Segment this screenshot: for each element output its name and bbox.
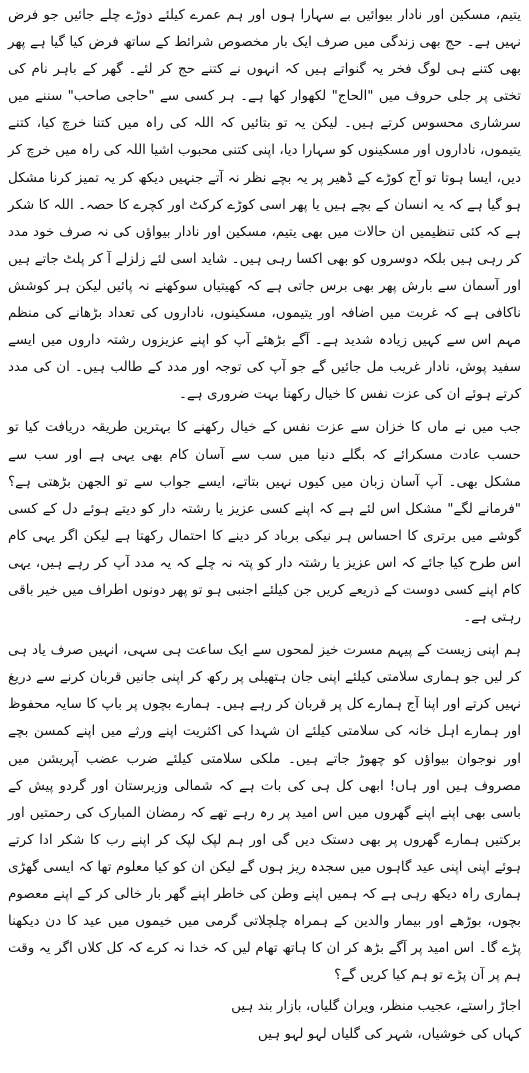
article-paragraph-1: یتیم، مسکین اور نادار بیوائیں بے سہارا ہوں اور ہم عمرے کیلئے دوڑے چلے جائیں جو فرض نہیں ہے۔ حج بھی زندگی میں صرف ایک بار مخصوص شرائط کے ساتھ فرض کیا گیا ہے پھر بھی کتنے ہی لوگ فخر یہ گنواتے ہیں کہ انہوں نے کتنے حج کر لئے۔ گھر کے باہر نام کی تختی پر جلی حروف میں "الحاج" لکھوار کھا ہے۔ ہر کسی سے "حاجی صاحب" سننے میں سرشاری محسوس کرتے ہیں۔ لیکن یہ تو بتائیں کہ اللہ کی راہ میں کتنا خرچ کیا، کتنے یتیموں، ناداروں اور مسکینوں کو سہارا دیا، اپنی کتنی محبوب اشیا اللہ کی راہ میں خرچ کر دیں، ایسا ہوتا تو آج کوڑے کے ڈھیر پر یہ بچے نظر نہ آتے جنہیں دیکھ کر یہ تمیز کرنا مشکل ہو گیا ہے کہ یہ انسان کے بچے ہیں یا پھر اسی کوڑے کرکٹ اور کچرے کا حصہ۔ اللہ کا شکر ہے کہ کئی تنظیمیں ان حالات میں بھی یتیم، مسکین اور نادار بیواؤں کی نہ صرف خود مدد کر رہی ہیں بلکہ دوسروں کو بھی اکسا رہی ہیں۔ شاید اسی لئے زلزلے آ کر پلٹ جاتے ہیں اور آسمان سے بارش پھر بھی برس جاتی ہے کہ کھیتیاں سوکھنے نہ پائیں لیکن ہر کوشش ناکافی ہے کہ غربت میں اضافہ اور یتیموں، مسکینوں، ناداروں کی تعداد بڑھانے کی منظم مہم اس سے کہیں زیادہ شدید ہے۔ آگے بڑھئے آپ کو اپنے عزیزوں رشتہ داروں میں ایسے سفید پوش، نادار غریب مل جائیں گے جو آپ کی توجہ اور مدد کے طالب ہیں۔ ان کی مدد کرتے ہوئے ان کی عزت نفس کا خیال رکھنا بہت ضروری ہے۔ xyxy=(8,7,521,403)
verse-line-2: کہاں کی خوشیاں، شہر کی گلیاں لہو لہو ہیں xyxy=(257,1025,521,1042)
article-paragraph-3: ہم اپنی زیست کے پیہم مسرت خیز لمحوں سے ایک ساعت ہی سہی، انہیں صرف یاد ہی کر لیں جو ہماری سلامتی کیلئے اپنی جان ہتھیلی پر رکھ کر اپنی جانیں قربان کرنے سے دریغ نہیں کرتے اور اپنا آج ہمارے کل پر قربان کر رہے ہیں۔ ہمارے بچوں پر باپ کا سایہ محفوظ اور ہمارے اہل خانہ کی سلامتی کیلئے ان شہدا کی اکثریت اپنے ورثے میں اپنے کمسن بچے اور نوجوان بیواؤں کو چھوڑ جاتے ہیں۔ ملکی سلامتی کیلئے ضرب عضب آپریشن میں مصروف ہیں اور ہاں! ابھی کل ہی کی بات ہے کہ شمالی وزیرستان اور گردو پیش کے باسی بھی اپنے اپنے گھروں میں اس امید پر رہ رہے تھے کہ رمضان المبارک کی رحمتیں اور برکتیں ہمارے گھروں پر بھی دستک دیں گی اور ہم لپک لپک کر اپنے رب کا شکر ادا کرتے ہوئے اپنی اپنی عید گاہوں میں سجدہ ریز ہوں گے لیکن ان کو کیا معلوم تھا کہ ایسی گھڑی ہماری راہ دیکھ رہی ہے کہ ہمیں اپنے وطن کی خاطر اپنے گھر بار خالی کر کے اپنے معصوم بچوں، بوڑھے اور بیمار والدین کے ہمراہ چلچلاتی گرمی میں خیموں میں عید کا دن دیکھنا پڑے گا۔ اس امید پر آگے بڑھ کر ان کا ہاتھ تھام لیں کہ خدا نہ کرے کہ کل کلاں اگر یہ وقت ہم پر آن پڑے تو ہم کیا کریں گے؟ xyxy=(8,642,521,984)
verse-line-1: اجاڑ راستے، عجیب منظر، ویران گلیاں، بازار بند ہیں xyxy=(231,998,521,1015)
article-paragraph-2: جب میں نے ماں ‎کا‎ خزان سے عزت نفس کے خیال رکھنے کا بہترین طریقہ دریافت کیا تو حسب عادت مسکرائے کہ بگلے دنیا میں سب سے آسان کام بھی یہی ہے اور سب سے مشکل بھی۔ آپ آسان زبان میں کیوں نہیں بتاتے، ایسے جواب سے تو الجھن بڑھتی ہے؟ "فرمانے لگے" مشکل اس لئے ہے کہ اپنے کسی عزیز یا رشتہ دار کو دیتے ہوئے دل کے کسی گوشے میں برتری کا احساس ہر نیکی برباد کر دینے کا احتمال رکھتا ہے لیکن اگر یہی کام اس طرح کیا جائے کہ اس عزیز یا رشتہ دار کو پتہ نہ چلے کہ یہ مدد آپ کر رہے ہیں، یہی کام اپنے کسی دوست کے ذریعے کریں جن کیلئے اجنبی ہو تو پھر دونوں اطراف میں خیر باقی رہتی ہے۔ xyxy=(8,419,522,626)
poetry-verses xyxy=(8,993,521,1048)
